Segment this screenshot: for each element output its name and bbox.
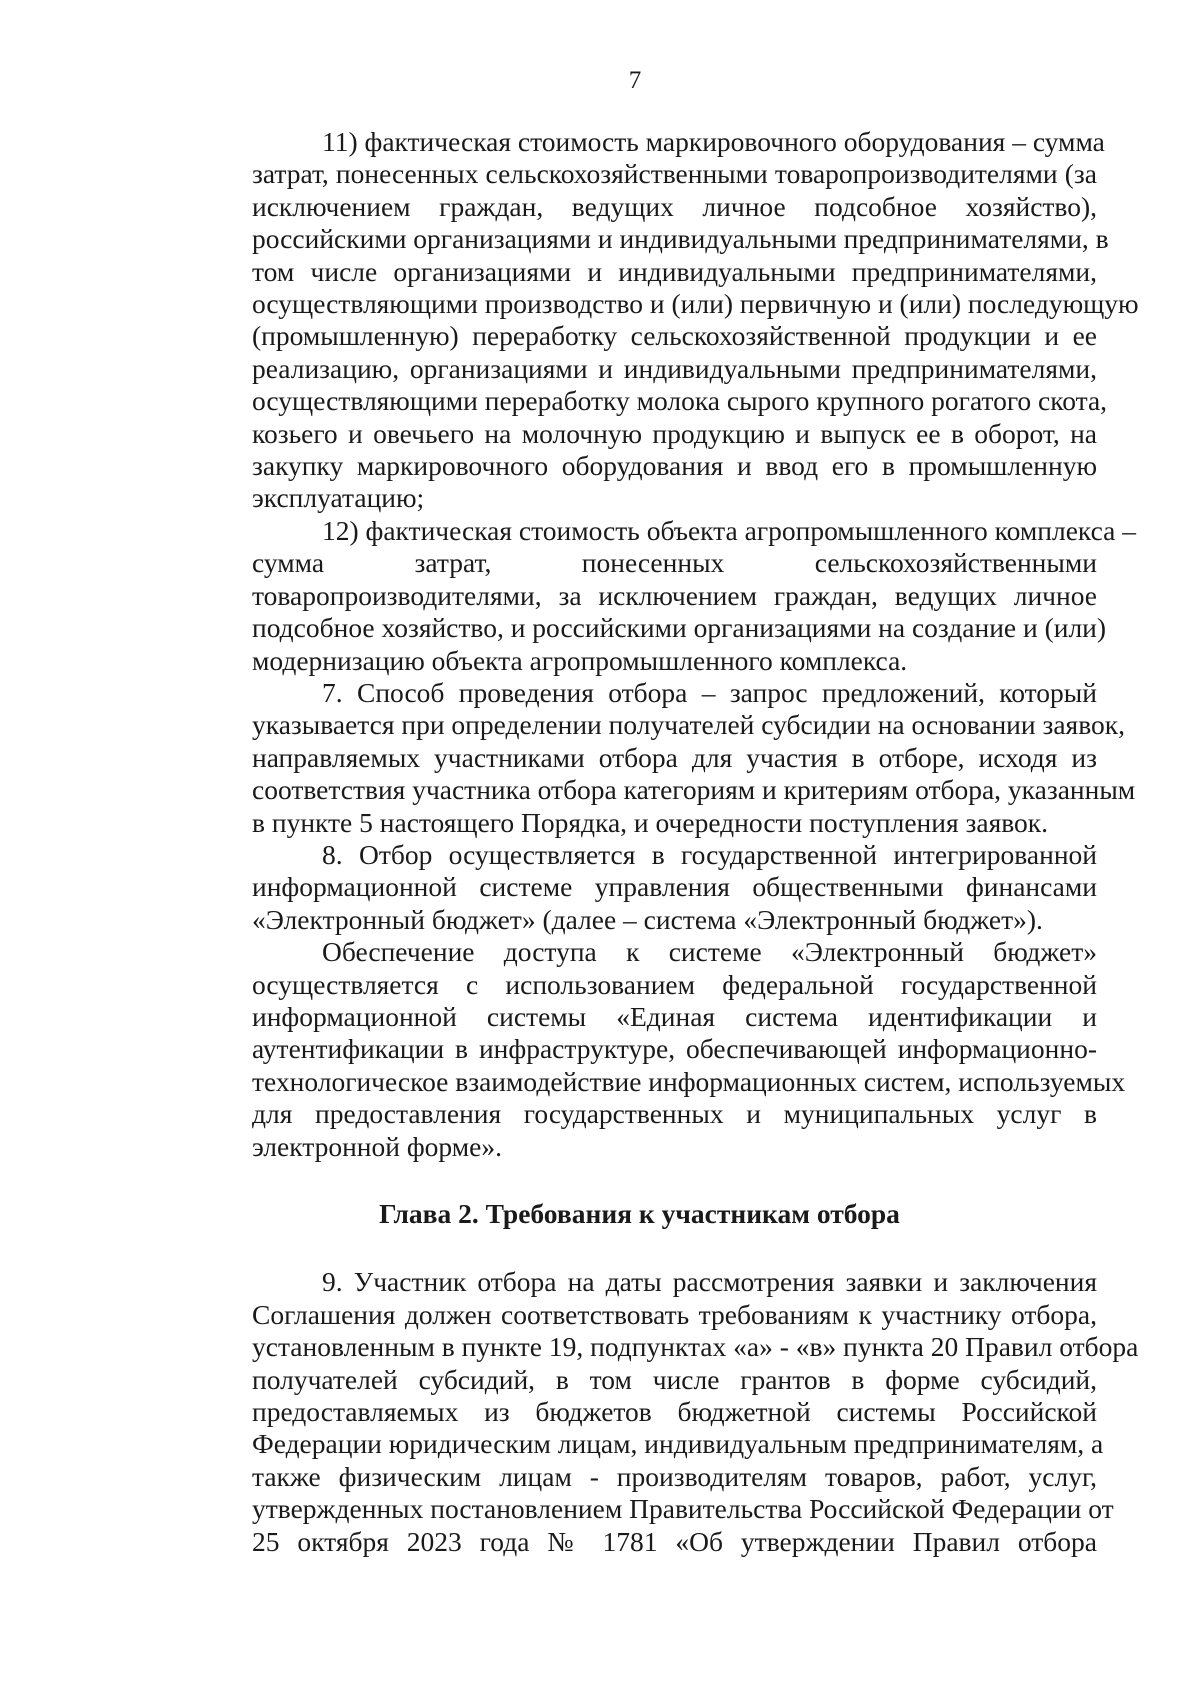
text-line: 7. Способ проведения отбора – запрос предложений, который [322, 676, 1097, 708]
text-line: исключением граждан, ведущих личное подсобное хозяйство), [252, 190, 1097, 222]
text-line: соответствия участника отбора категориям и критериям отбора, указанным [252, 774, 1136, 806]
paragraph-11 [182, 126, 1139, 515]
text-line: технологическое взаимодействие информационных систем, используемых [252, 1065, 1126, 1097]
text-line: получателей субсидий, в том числе грантов в форме субсидий, [252, 1363, 1097, 1395]
text-line: Обеспечение доступа к системе «Электронный бюджет» [322, 936, 1097, 968]
paragraph-7 [182, 676, 1136, 839]
text-line: реализацию, организациями и индивидуальными предпринимателями, [252, 352, 1097, 384]
text-line: для предоставления государственных и муниципальных услуг в [252, 1098, 1097, 1130]
text-line: российскими организациями и индивидуальными предпринимателями, в [252, 223, 1109, 255]
paragraph-9 [182, 1266, 1139, 1558]
text-line: (промышленную) переработку сельскохозяйственной продукции и ее [252, 320, 1097, 352]
text-line: аутентификации в инфраструктуре, обеспечивающей информационно- [252, 1033, 1097, 1065]
text-line: 11) фактическая стоимость маркировочного оборудования – сумма [322, 126, 1105, 157]
text-line: закупку маркировочного оборудования и ввод его в промышленную [252, 450, 1097, 482]
text-line: эксплуатацию; [252, 482, 425, 514]
text-line: сумма затрат, понесенных сельскохозяйственными [252, 547, 1097, 579]
paragraph-8-access [182, 936, 1126, 1163]
text-line: осуществляется с использованием федеральной государственной [252, 968, 1097, 1000]
text-line: указывается при определении получателей субсидии на основании заявок, [252, 709, 1125, 741]
text-line: установленным в пункте 19, подпунктах «а» - «в» пункта 20 Правил отбора [252, 1331, 1139, 1363]
text-line: предоставляемых из бюджетов бюджетной системы Российской [252, 1396, 1097, 1428]
document-body [182, 126, 1139, 1558]
text-line: направляемых участниками отбора для участия в отборе, исходя из [252, 741, 1097, 773]
text-line: также физическим лицам - производителям товаров, работ, услуг, [252, 1460, 1097, 1492]
chapter-heading: Глава 2. Требования к участникам отбора [379, 1198, 900, 1229]
text-line: 8. Отбор осуществляется в государственной интегрированной [322, 838, 1097, 870]
text-line: товаропроизводителями, за исключением граждан, ведущих личное [252, 579, 1097, 611]
text-line: модернизацию объекта агропромышленного комплекса. [252, 644, 908, 676]
text-line: «Электронный бюджет» (далее – система «Электронный бюджет»). [252, 903, 1043, 935]
page-number: 7 [628, 67, 642, 94]
text-line: 12) фактическая стоимость объекта агропромышленного комплекса – [322, 514, 1136, 546]
text-line: осуществляющими переработку молока сырого крупного рогатого скота, [252, 385, 1108, 417]
text-line: затрат, понесенных сельскохозяйственными товаропроизводителями (за [252, 158, 1097, 190]
text-line: Соглашения должен соответствовать требованиям к участнику отбора, [252, 1298, 1097, 1330]
text-line: подсобное хозяйство, и российскими организациями на создание и (или) [252, 612, 1107, 644]
text-line: 9. Участник отбора на даты рассмотрения заявки и заключения [322, 1266, 1097, 1298]
text-line: козьего и овечьего на молочную продукцию и выпуск ее в оборот, на [252, 417, 1097, 449]
text-line: в пункте 5 настоящего Порядка, и очередности поступления заявок. [252, 806, 1049, 838]
paragraph-8 [182, 839, 1097, 936]
text-line: том числе организациями и индивидуальными предпринимателями, [252, 255, 1097, 287]
text-line: информационной системе управления общественными финансами [252, 871, 1097, 903]
paragraph-12 [182, 514, 1136, 677]
text-line: Федерации юридическим лицам, индивидуальным предпринимателям, а [252, 1428, 1104, 1460]
text-line: электронной форме». [252, 1130, 502, 1162]
text-line: 25 октября 2023 года № 1781 «Об утверждении Правил отбора [252, 1525, 1097, 1557]
text-line: информационной системы «Единая система идентификации и [252, 1000, 1097, 1032]
text-line: утвержденных постановлением Правительства Российской Федерации от [252, 1493, 1114, 1525]
text-line: осуществляющими производство и (или) первичную и (или) последующую [252, 288, 1139, 320]
